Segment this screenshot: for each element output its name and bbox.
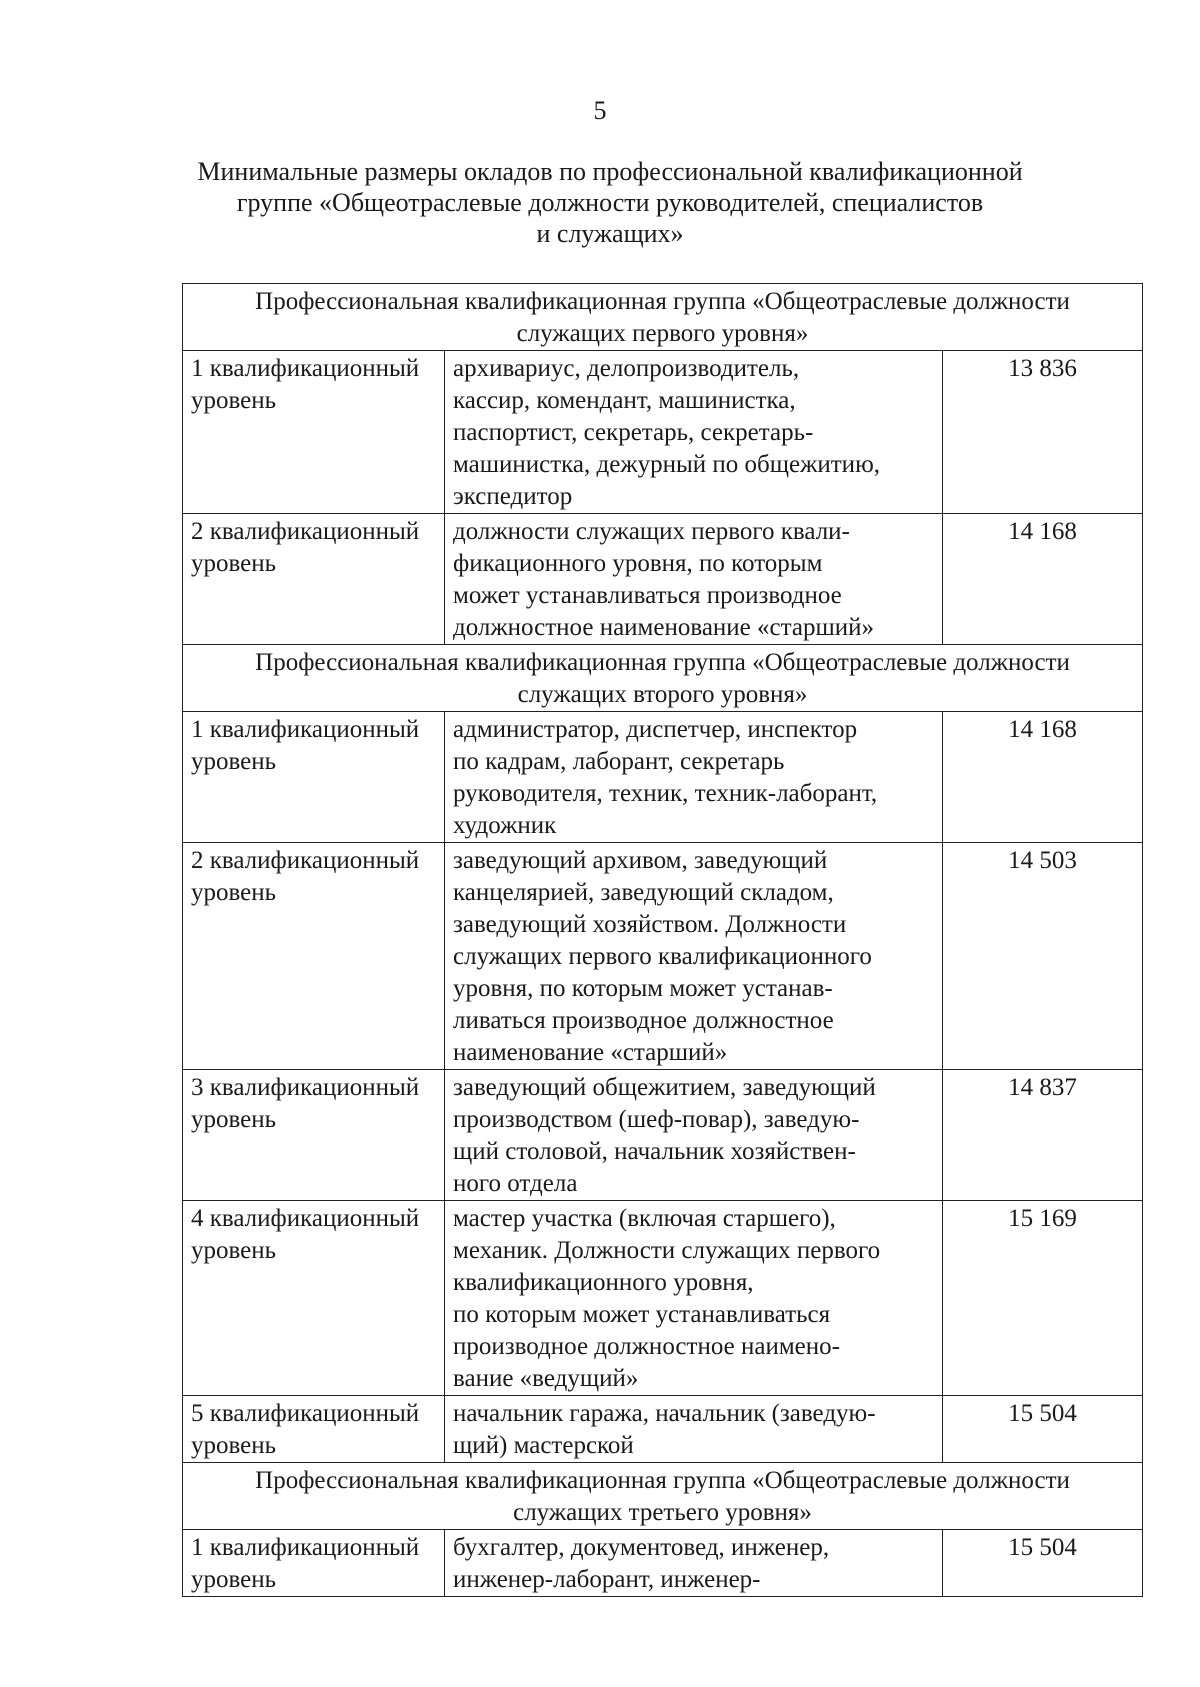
positions-line: по которым может устанавливаться (453, 1301, 831, 1328)
group-title-line: Профессиональная квалификационная группа «Общеотраслевые должности (255, 288, 1070, 315)
positions-line: заведующий хозяйством. Должности (453, 911, 847, 938)
group-header-row (183, 284, 1143, 351)
positions-line: механик. Должности служащих первого (453, 1237, 881, 1264)
qualification-level-cell (183, 351, 445, 514)
qualification-level-line: 5 квалификационный (191, 1400, 420, 1427)
positions-line: ного отдела (453, 1170, 578, 1197)
qualification-level-cell (183, 1070, 445, 1201)
table-row (183, 843, 1143, 1070)
positions-line: мастер участка (включая старшего), (453, 1205, 836, 1232)
positions-line: ливаться производное должностное (453, 1007, 834, 1034)
positions-line: квалификационного уровня, (453, 1269, 754, 1296)
salary-table-body (183, 284, 1143, 1597)
qualification-level-line: 4 квалификационный (191, 1205, 420, 1232)
group-title-line: служащих третьего уровня» (513, 1499, 812, 1526)
document-title (150, 156, 1070, 249)
positions-line: служащих первого квалификационного (453, 943, 872, 970)
table-row (183, 514, 1143, 645)
positions-line: заведующий архивом, заведующий (453, 847, 828, 874)
qualification-level-cell (183, 1201, 445, 1396)
group-title-line: служащих первого уровня» (516, 320, 809, 347)
page-number: 5 (593, 96, 607, 125)
qualification-level-cell (183, 843, 445, 1070)
group-title-cell (183, 284, 1143, 351)
salary-cell: 14 168 (943, 712, 1143, 843)
positions-line: руководителя, техник, техник-лаборант, (453, 780, 878, 807)
positions-cell (445, 514, 943, 645)
group-title-cell (183, 1463, 1143, 1530)
qualification-level-line: уровень (191, 1106, 277, 1133)
table-row (183, 1396, 1143, 1463)
positions-line: инженер-лаборант, инженер- (453, 1566, 761, 1593)
salary-cell: 14 168 (943, 514, 1143, 645)
positions-line: может устанавливаться производное (453, 582, 842, 609)
positions-line: машинистка, дежурный по общежитию, (453, 451, 880, 478)
salary-cell: 15 504 (943, 1530, 1143, 1597)
positions-line: вание «ведущий» (453, 1365, 639, 1392)
table-row (183, 1201, 1143, 1396)
positions-line: должностное наименование «старший» (453, 614, 874, 641)
salary-table (182, 283, 1143, 1597)
positions-line: архивариус, делопроизводитель, (453, 355, 800, 382)
positions-line: наименование «старший» (453, 1039, 728, 1066)
positions-line: должности служащих первого квали- (453, 518, 850, 545)
qualification-level-line: 3 квалификационный (191, 1074, 420, 1101)
qualification-level-line: 1 квалификационный (191, 716, 420, 743)
salary-cell: 15 169 (943, 1201, 1143, 1396)
positions-line: канцелярией, заведующий складом, (453, 879, 834, 906)
group-header-row (183, 645, 1143, 712)
group-title-cell (183, 645, 1143, 712)
qualification-level-line: уровень (191, 387, 277, 414)
qualification-level-cell (183, 514, 445, 645)
qualification-level-cell (183, 1530, 445, 1597)
positions-line: щий столовой, начальник хозяйствен- (453, 1138, 856, 1165)
table-row (183, 1530, 1143, 1597)
positions-line: производством (шеф-повар), заведую- (453, 1106, 860, 1133)
positions-cell (445, 1070, 943, 1201)
qualification-level-line: 2 квалификационный (191, 847, 420, 874)
positions-line: художник (453, 812, 557, 839)
qualification-level-line: 1 квалификационный (191, 1534, 420, 1561)
positions-cell (445, 712, 943, 843)
positions-line: фикационного уровня, по которым (453, 550, 823, 577)
document-title-line: группе «Общеотраслевые должности руководителей, специалистов (236, 188, 984, 217)
group-title-line: служащих второго уровня» (517, 681, 808, 708)
positions-line: производное должностное наимено- (453, 1333, 840, 1360)
qualification-level-line: уровень (191, 748, 277, 775)
qualification-level-line: 1 квалификационный (191, 355, 420, 382)
positions-line: щий) мастерской (453, 1432, 634, 1459)
salary-cell: 14 503 (943, 843, 1143, 1070)
positions-line: по кадрам, лаборант, секретарь (453, 748, 785, 775)
positions-line: администратор, диспетчер, инспектор (453, 716, 858, 743)
qualification-level-line: уровень (191, 550, 277, 577)
positions-line: начальник гаража, начальник (заведую- (453, 1400, 876, 1427)
qualification-level-line: 2 квалификационный (191, 518, 420, 545)
positions-line: паспортист, секретарь, секретарь- (453, 419, 814, 446)
positions-cell (445, 1530, 943, 1597)
table-row (183, 1070, 1143, 1201)
qualification-level-cell (183, 1396, 445, 1463)
document-title-line: и служащих» (536, 219, 684, 248)
group-title-line: Профессиональная квалификационная группа «Общеотраслевые должности (255, 1467, 1070, 1494)
positions-cell (445, 351, 943, 514)
qualification-level-line: уровень (191, 879, 277, 906)
group-title-line: Профессиональная квалификационная группа «Общеотраслевые должности (255, 649, 1070, 676)
table-row (183, 351, 1143, 514)
qualification-level-line: уровень (191, 1237, 277, 1264)
positions-line: уровня, по которым может устанав- (453, 975, 833, 1002)
document-title-line: Минимальные размеры окладов по профессиональной квалификационной (197, 157, 1023, 186)
positions-line: экспедитор (453, 483, 573, 510)
qualification-level-line: уровень (191, 1566, 277, 1593)
qualification-level-line: уровень (191, 1432, 277, 1459)
positions-cell (445, 1396, 943, 1463)
positions-line: заведующий общежитием, заведующий (453, 1074, 876, 1101)
positions-line: бухгалтер, документовед, инженер, (453, 1534, 830, 1561)
positions-cell (445, 843, 943, 1070)
group-header-row (183, 1463, 1143, 1530)
positions-line: кассир, комендант, машинистка, (453, 387, 796, 414)
salary-cell: 15 504 (943, 1396, 1143, 1463)
salary-cell: 14 837 (943, 1070, 1143, 1201)
table-row (183, 712, 1143, 843)
salary-cell: 13 836 (943, 351, 1143, 514)
qualification-level-cell (183, 712, 445, 843)
positions-cell (445, 1201, 943, 1396)
